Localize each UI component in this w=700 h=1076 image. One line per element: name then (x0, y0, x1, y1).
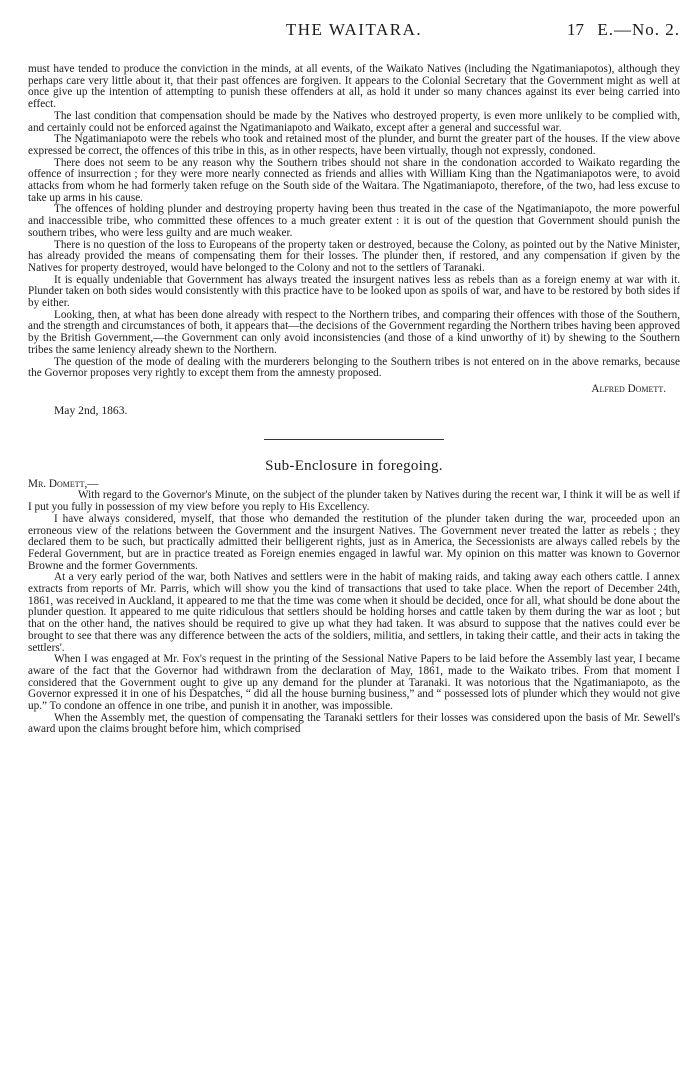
section-divider (264, 439, 444, 440)
memo-paragraph: Looking, then, at what has been done already with respect to the Northern tribes, and comparing their offences with those of the Southern, and the strength and circumstances of both, it appears that—the decisions of the Government regarding the Northern tribes having been approved by the British Government,—the Government can only avoid inconsistencies (and those of a kind unworthy of it) by shewing to the Southern tribes the same leniency already shewn to the Northern. (28, 308, 680, 356)
enclosure-paragraph: When I was engaged at Mr. Fox's request in the printing of the Sessional Native Papers to be laid before the Assembly last year, I became aware of the fact that the Governor had withdrawn from the declaration of May, 1861, made to the Waikato tribes. From that moment I considered that the Government ought to give up any demand for the plunder at Taranaki. It was notorious that the Ngatimaniapoto, as the Governor expressed it in one of his Despatches, “ did all the house burning business,” and “ possessed lots of plunder which they would not give up.” To condone an offence in one tribe, and punish it in another, was impossible. (28, 653, 680, 713)
memo-paragraph: There does not seem to be any reason why the Southern tribes should not share in the condonation accorded to Waikato regarding the offence of insurrection ; for they were more nearly connected as friends and allies with William King than the Ngatimaniapotos were, to avoid attacks from whom he had formerly taken refuge on the South side of the Waitara. The Ngatimaniapoto, therefore, of the two, had less excuse to take up arms in his cause. (28, 156, 680, 204)
signature: Alfred Domett. (591, 382, 666, 395)
memo-paragraph: The question of the mode of dealing with the murderers belonging to the Southern tribes is not entered on in the above remarks, because the Governor proposes very rightly to except them from the amnesty proposed. (28, 355, 680, 380)
memo-paragraph: The last condition that compensation should be made by the Natives who destroyed property, is even more unlikely to be complied with, and certainly could not be enforced against the Ngatimaniapoto and Waikato, except after a general and successful war. (28, 109, 680, 134)
memo-paragraph: must have tended to produce the conviction in the minds, at all events, of the Waikato Natives (including the Ngatimaniapotos), although they perhaps care very little about it, that their past offences are forgiven. It appears to the Colonial Secretary that the Government might as well at once give up the intention of attempting to punish these offenders at all, as hold it under so many chances against its ever being carried into effect. (28, 63, 680, 111)
running-title: THE WAITARA. (285, 20, 423, 39)
memo-paragraph: It is equally undeniable that Government has always treated the insurgent natives less as rebels than as a foreign enemy at war with it. Plunder taken on both sides would consistently with this practice have to be looked upon as spoils of war, and have to be restored by both sides if by either. (28, 273, 680, 310)
document-page (28, 0, 680, 736)
enclosure-paragraph: I have always considered, myself, that those who demanded the restitution of the plunder taken during the war, proceeded upon an erroneous view of the relations between the Government and the insurgent Natives. The Government never treated the latter as rebels ; they declared them to be such, but practically admitted their belligerent rights, just as in America, the Secessionists are always called rebels by the Federal Government, but are in practice treated as Foreign enemies engaged in lawful war. My opinion on this matter was known to Governor Browne and the former Governments. (28, 512, 680, 572)
enclosure-heading: Sub-Enclosure in foregoing. (265, 457, 443, 474)
document-reference: E.—No. 2. (597, 20, 680, 39)
salutation: Mr. Domett,— (28, 477, 99, 490)
memo-paragraph: The Ngatimaniapoto were the rebels who took and retained most of the plunder, and burnt the greater part of the houses. If the view above expressed be correct, the offences of this tribe in this, as in other respects, have been virtually, though not expressly, condoned. (28, 133, 680, 157)
page-number: 17 (567, 20, 584, 39)
memo-paragraph: The offences of holding plunder and destroying property having been thus treated in the case of the Ngatimaniapoto, the more powerful and inaccessible tribe, who committed these offences to a much greater extent : it is out of the question that Government should punish the southern tribes, who were less guilty and are much weaker. (28, 203, 680, 239)
memo-date: May 2nd, 1863. (54, 403, 128, 417)
enclosure-body (28, 490, 680, 736)
enclosure-paragraph: When the Assembly met, the question of compensating the Taranaki settlers for their losses was considered upon the basis of Mr. Sewell's award upon the claims brought before him, which comprised (28, 711, 680, 736)
page-header (28, 20, 680, 50)
enclosure-paragraph: At a very early period of the war, both Natives and settlers were in the habit of making raids, and taking away each others cattle. I annex extracts from reports of Mr. Parris, which will show you the kind of transactions that used to take place. When the report of December 24th, 1861, was received in Auckland, it appeared to me that the time was come when it should be decided, once for all, what should be done about the plunder question. It appeared to me quite ridiculous that settlers should be holding horses and cattle taken by them during the war as loot ; but that on the other hand, the natives should be required to give up what they had taken. It was absurd to suppose that the natives could ever be brought to see that there was any difference between the acts of the soldiers, militia, and settlers, in taking their cattle, and their acts in taking the settlers'. (28, 571, 680, 654)
enclosure-paragraph: With regard to the Governor's Minute, on the subject of the plunder taken by Natives during the recent war, I think it will be as well if I put you fully in possession of my view before you reply to His Excellency. (28, 489, 680, 514)
memo-paragraph: There is no question of the loss to Europeans of the property taken or destroyed, because the Colony, as pointed out by the Native Minister, has already provided the means of compensating them for their losses. The plunder then, if restored, and any compensation if given by the Natives for property destroyed, would have belonged to the Colony and not to the settlers of Taranaki. (28, 238, 680, 274)
memo-body (28, 64, 680, 380)
